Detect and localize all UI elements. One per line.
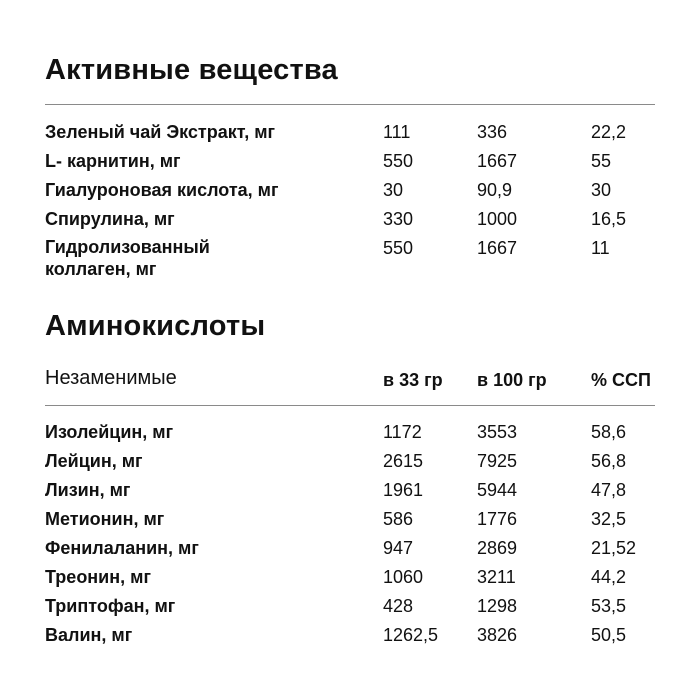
value-percent: 30 [591,180,612,200]
value-per-serving: 550 [383,151,414,171]
value-per-serving: 550 [383,238,414,258]
value-percent: 44,2 [591,567,627,587]
value-per-serving: 1060 [383,567,424,587]
row-name: Спирулина, мг [45,209,175,229]
value-percent: 56,8 [591,451,627,471]
value-per-100g: 2869 [477,538,518,558]
value-per-100g: 5944 [477,480,518,500]
row-name: Лизин, мг [45,480,131,500]
value-per-100g: 7925 [477,451,518,471]
value-percent: 50,5 [591,625,627,645]
value-per-100g: 1776 [477,509,518,529]
row-name: Гиалуроновая кислота, мг [45,180,279,200]
table-row [45,236,655,284]
active-substances-title: Активные вещества [45,54,338,86]
column-header-per-100g: в 100 гр [477,370,547,390]
value-per-100g: 1667 [477,151,518,171]
value-per-serving: 30 [383,180,404,200]
row-name: Триптофан, мг [45,596,176,616]
table-row [45,449,655,473]
value-percent: 47,8 [591,480,627,500]
essential-subtitle: Незаменимые [45,367,177,389]
row-name: Гидролизованный коллаген, мг [45,237,210,279]
value-per-serving: 1961 [383,480,424,500]
row-name: Треонин, мг [45,567,151,587]
table-row [45,120,655,144]
column-header-percent: % ССП [591,370,651,390]
value-percent: 21,52 [591,538,637,558]
row-name: Изолейцин, мг [45,422,174,442]
table-row [45,536,655,560]
value-per-serving: 586 [383,509,414,529]
value-per-100g: 1298 [477,596,518,616]
value-per-serving: 947 [383,538,414,558]
row-name: Метионин, мг [45,509,165,529]
value-per-100g: 3826 [477,625,518,645]
value-percent: 11 [591,238,610,258]
column-header-per-serving: в 33 гр [383,370,443,390]
amino-divider [45,405,655,406]
value-per-100g: 1667 [477,238,518,258]
value-per-100g: 1000 [477,209,518,229]
value-percent: 16,5 [591,209,627,229]
table-row [45,478,655,502]
amino-table-header [45,364,655,392]
value-per-serving: 1262,5 [383,625,439,645]
row-name: Фенилаланин, мг [45,538,199,558]
value-per-serving: 1172 [383,422,422,442]
value-percent: 58,6 [591,422,627,442]
value-per-serving: 428 [383,596,414,616]
amino-acids-title: Аминокислоты [45,310,266,342]
value-per-100g: 90,9 [477,180,513,200]
value-per-serving: 330 [383,209,414,229]
value-per-100g: 3211 [477,567,516,587]
value-per-100g: 3553 [477,422,518,442]
row-name: Зеленый чай Экстракт, мг [45,122,276,142]
row-name: Лейцин, мг [45,451,143,471]
value-percent: 22,2 [591,122,627,142]
value-percent: 32,5 [591,509,627,529]
table-row [45,507,655,531]
value-percent: 55 [591,151,612,171]
table-row [45,149,655,173]
value-per-serving: 2615 [383,451,424,471]
table-row [45,420,655,444]
value-per-serving: 111 [383,122,411,142]
table-row [45,565,655,589]
table-row [45,594,655,618]
row-name: L- карнитин, мг [45,151,181,171]
active-substances-divider [45,104,655,105]
table-row [45,623,655,647]
value-per-100g: 336 [477,122,508,142]
row-name: Валин, мг [45,625,133,645]
table-row [45,207,655,231]
table-row [45,178,655,202]
value-percent: 53,5 [591,596,627,616]
